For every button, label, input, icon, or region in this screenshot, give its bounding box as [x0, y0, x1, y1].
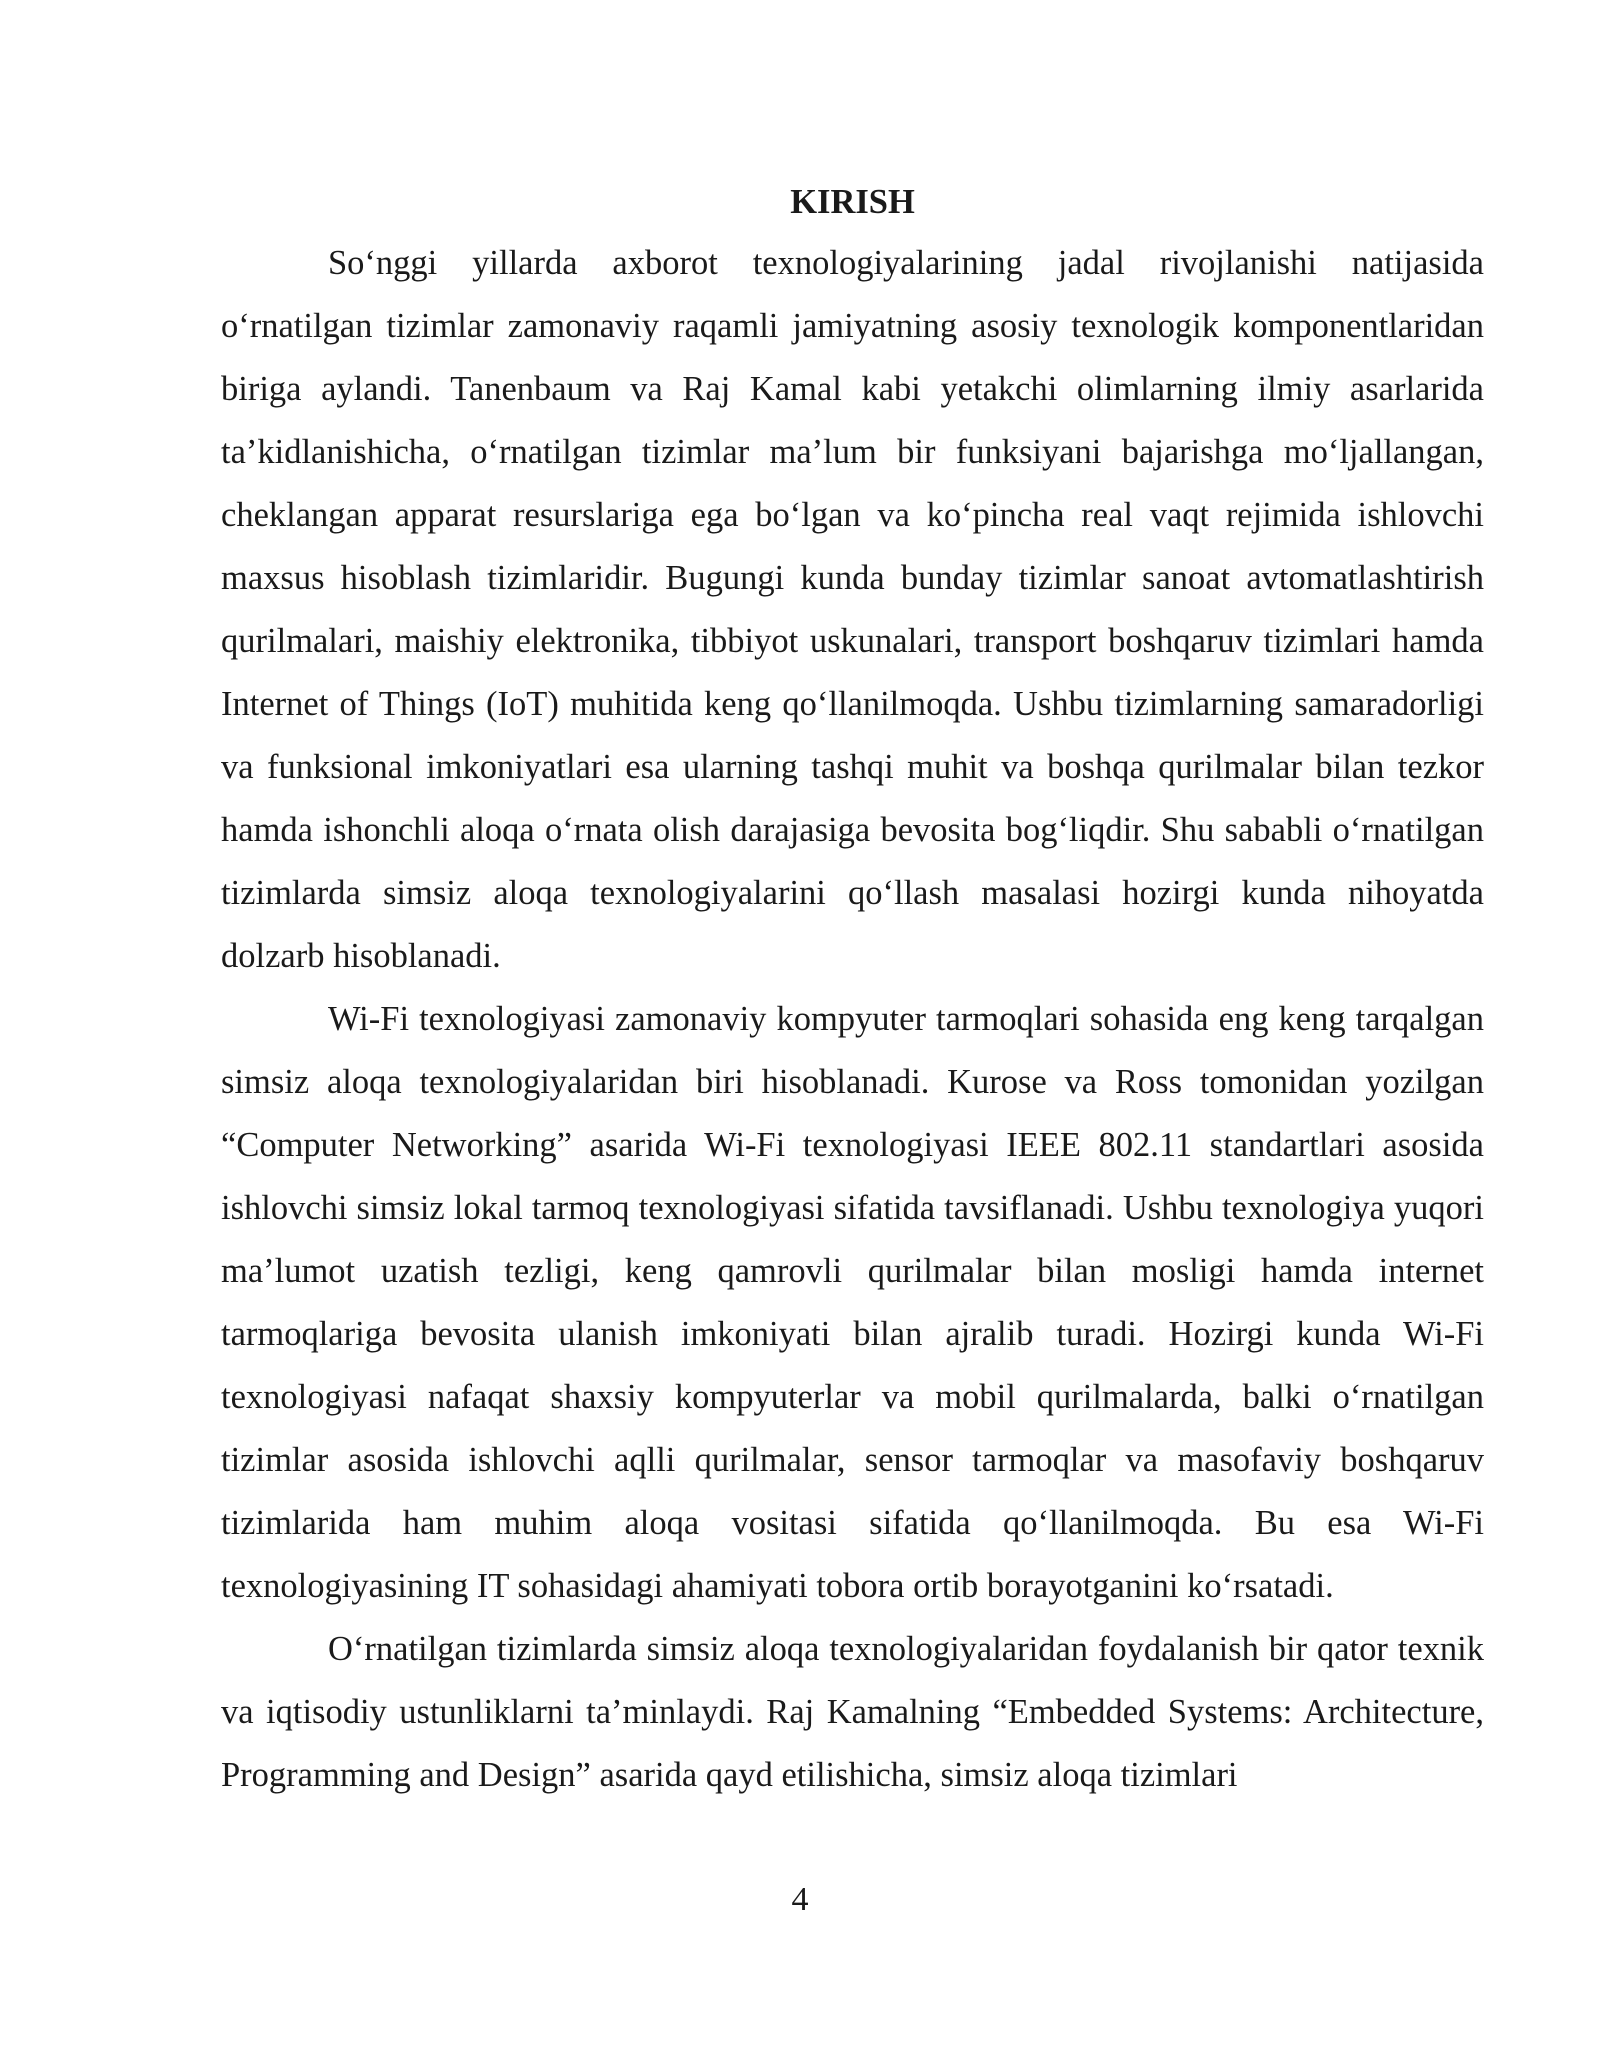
page-number: 4 [791, 1881, 809, 1918]
paragraph-wifi-technology: Wi-Fi texnologiyasi zamonaviy kompyuter tarmoqlari sohasida eng keng tarqalgan simsiz aloqa texnologiyalaridan biri hisoblanadi. Kurose va Ross tomonidan yozilgan “Computer Networking” asarida Wi-Fi texnologiyasi IEEE 802.11 standartlari asosida ishlovchi simsiz lokal tarmoq texnologiyasi sifatida tavsiflanadi. Ushbu texnologiya yuqori ma’lumot uzatish tezligi, keng qamrovli qurilmalar bilan mosligi hamda internet tarmoqlariga bevosita ulanish imkoniyati bilan ajralib turadi. Hozirgi kunda Wi-Fi texnologiyasi nafaqat shaxsiy kompyuterlar va mobil qurilmalarda, balki o‘rnatilgan tizimlar asosida ishlovchi aqlli qurilmalar, sensor tarmoqlar va masofaviy boshqaruv tizimlarida ham muhim aloqa vositasi sifatida qo‘llanilmoqda. Bu esa Wi-Fi texnologiyasining IT sohasidagi ahamiyati tobora ortib borayotganini ko‘rsatadi. [221, 1000, 1484, 1605]
paragraph-embedded-systems-intro: So‘nggi yillarda axborot texnologiyalarining jadal rivojlanishi natijasida o‘rnatilgan tizimlar zamonaviy raqamli jamiyatning asosiy texnologik komponentlaridan biriga aylandi. Tanenbaum va Raj Kamal kabi yetakchi olimlarning ilmiy asarlarida ta’kidlanishicha, o‘rnatilgan tizimlar ma’lum bir funksiyani bajarishga mo‘ljallangan, cheklangan apparat resurslariga ega bo‘lgan va ko‘pincha real vaqt rejimida ishlovchi maxsus hisoblash tizimlaridir. Bugungi kunda bunday tizimlar sanoat avtomatlashtirish qurilmalari, maishiy elektronika, tibbiyot uskunalari, transport boshqaruv tizimlari hamda Internet of Things (IoT) muhitida keng qo‘llanilmoqda. Ushbu tizimlarning samaradorligi va funksional imkoniyatlari esa ularning tashqi muhit va boshqa qurilmalar bilan tezkor hamda ishonchli aloqa o‘rnata olish darajasiga bevosita bog‘liqdir. Shu sababli o‘rnatilgan tizimlarda simsiz aloqa texnologiyalarini qo‘llash masalasi hozirgi kunda nihoyatda dolzarb hisoblanadi. [221, 244, 1484, 975]
page-content [221, 172, 1484, 1807]
paragraph-wireless-advantages: O‘rnatilgan tizimlarda simsiz aloqa texnologiyalaridan foydalanish bir qator texnik va iqtisodiy ustunliklarni ta’minlaydi. Raj Kamalning “Embedded Systems: Architecture, Programming and Design” asarida qayd etilishicha, simsiz aloqa tizimlari [221, 1630, 1484, 1794]
section-title: KIRISH [790, 183, 915, 221]
